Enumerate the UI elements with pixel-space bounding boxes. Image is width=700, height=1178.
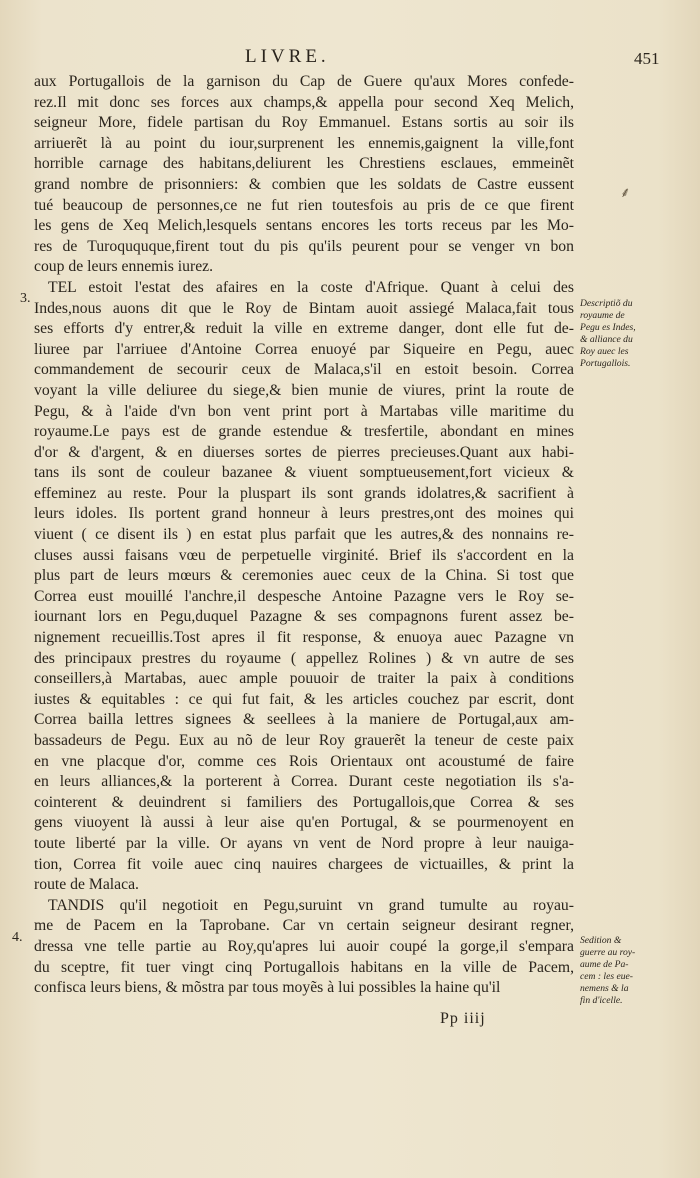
sidenote-line: & alliance du [580, 334, 633, 345]
text-line: dressa vne telle partie au Roy,qu'apres lui auoir coupé la gorge,il s'empara [34, 937, 574, 955]
sidenote-line: aume de Pa- [580, 959, 629, 970]
text-line: commandement de secourir ceux de Malaca,s'il en estoit besoin. Correa [34, 361, 574, 379]
text-line: leurs idoles. Ils portent grand honneur à leurs prestres,ont des moines qui [34, 505, 574, 523]
sidenote-line: fin d'icelle. [580, 995, 623, 1006]
body-text [34, 72, 574, 999]
text-line: Correa bailla lettres signees & seellees à la maniere de Portugal,aux am- [34, 711, 574, 729]
sidenote-line: cem : les eue- [580, 971, 633, 982]
text-line: bassadeurs de Pegu. Eux au nõ de leur Roy grauerẽt la teneur de ceste paix [34, 732, 574, 749]
sidenote-pacem [580, 935, 698, 1007]
folio-number: 451 [634, 49, 660, 68]
text-line: iustes & equitables : ce qui fut fait, & les articles couchez par escrit, dont [34, 690, 574, 708]
text-line: tans ils sont de couleur bazanee & viuent somptueusement,fort vicieux & [34, 464, 574, 482]
text-line: les gens de Xeq Melich,lesquels sentans encores les torts receus par les Mo- [34, 217, 574, 235]
text-line: rez.Il mit donc ses forces aux champs,& appella pour second Xeq Melich, [34, 93, 574, 111]
sidenote-line: royaume de [580, 310, 625, 321]
text-line: route de Malaca. [34, 876, 139, 894]
text-line: liuree par l'arriuee d'Antoine Correa enuoyé par Siqueire en Pegu, auec [34, 340, 574, 358]
text-line: coup de leurs ennemis iurez. [34, 258, 214, 276]
text-line: effeminez au reste. Pour la pluspart ils sont grands idolatres,& sacrifient à [34, 484, 574, 502]
sidenote-line: Pegu es Indes, [580, 322, 636, 333]
text-line: horrible carnage des habitans,deliurent les Chrestiens esclaues, emmeinẽt [34, 155, 574, 173]
text-line: TANDIS qu'il negotioit en Pegu,suruint vn grand tumulte au royau- [48, 896, 574, 914]
sidenote-line: Roy auec les [580, 346, 629, 357]
text-line: iournant lors en Pegu,duquel Pazagne & ses compagnons furent assez be- [34, 608, 574, 626]
margin-mark: ⸙ [620, 186, 631, 201]
text-line: grand nombre de prisonniers: & combien que les soldats de Castre eussent [34, 175, 574, 193]
text-line: viuent ( ce disent ils ) en estat plus parfait que les autres,& des nonnains re- [34, 526, 574, 544]
sidenote-line: Sedition & [580, 935, 622, 946]
text-line: Correa eust mouillé l'anchre,il despesche Antoine Pazagne vers le Roy se- [34, 587, 574, 605]
text-line: en leurs alliances,& la porterent à Correa. Durant ceste negotiation ils s'a- [34, 773, 574, 791]
text-line: gens viuoyent là aussi à leur aise qu'en Portugal, & se pourmenoyent en [34, 814, 574, 832]
text-line: voyant la ville deliuree du siege,& bien munie de viures, print la route de [34, 381, 574, 399]
sidenote-line: nemens & la [580, 983, 629, 994]
paragraph-number-3: 3. [20, 291, 31, 306]
text-line: en vne placque d'or, comme ces Rois Orientaux ont acoustumé de faire [34, 752, 574, 770]
text-line: toute liberté par la ville. Or ayans vn vent de Nord propre à leur nauiga- [34, 834, 574, 852]
text-line: du sceptre, fit tuer vingt cinq Portugallois habitans en la ville de Pacem, [34, 958, 574, 976]
text-line: aux Portugallois de la garnison du Cap de Guere qu'aux Mores confede- [34, 73, 574, 90]
text-line: plus part de leurs mœurs & ceremonies auec ceux de la China. Si tost que [34, 567, 574, 585]
text-line: ses efforts d'y entrer,& reduit la ville en extreme danger, dont elle fut de- [34, 320, 574, 338]
text-line: me de Pacem en la Taprobane. Car vn certain seigneur desirant regner, [34, 917, 574, 935]
running-title: LIVRE. [245, 46, 330, 67]
text-line: royaume.Le pays est de grande estendue & tresfertile, abondant en mines [34, 423, 574, 441]
paragraph-number-4: 4. [12, 930, 23, 945]
sidenote-pegu [580, 298, 698, 370]
text-line: seigneur More, fidele partisan du Roy Emmanuel. Estans sortis au soir ils [34, 114, 574, 132]
text-line: arriuerẽt là au point du iour,surprenent les ennemis,gaignent la ville,font [34, 134, 574, 152]
text-line: des principaux prestres du royaume ( appellez Rolines ) & vn autre de ses [34, 649, 574, 667]
text-line: nignement recueillis.Tost apres il fit response, & enuoya auec Pazagne vn [34, 629, 574, 647]
sidenote-line: guerre au roy- [580, 947, 636, 958]
text-line: cointerent & deuindrent si familiers des Portugallois,que Correa & ses [34, 793, 574, 811]
text-line: tion, Correa fit voile auec cinq nauires chargees de victuailles, & print la [34, 855, 574, 873]
page-header [0, 44, 700, 74]
text-line: res de Turoququque,firent tout du pis qu'ils peurent pour se venger vn bon [34, 237, 574, 255]
text-line: confisca leurs biens, & mõstra par tous moyẽs à lui possibles la haine qu'il [34, 979, 501, 997]
text-line: d'or & d'argent, & en diuerses sortes de pierres precieuses.Quant aux habi- [34, 443, 574, 461]
text-line: cluses aussi faisans vœu de perpetuelle virginité. Brief ils s'accordent en la [34, 546, 574, 564]
text-line: Indes,nous auons dit que le Roy de Bintam auoit assiegé Malaca,fait tous [34, 299, 574, 317]
sidenote-line: Portugallois. [580, 358, 631, 369]
signature-catchline: Pp iiij [440, 1010, 486, 1027]
sidenote-line: Descriptiõ du [580, 298, 633, 309]
text-line: Pegu, & à l'aide d'vn bon vent print port à Martabas ville maritime du [34, 402, 574, 420]
text-line: conseillers,à Martabas, auec ample pouuoir de traiter la paix à conditions [34, 670, 574, 688]
text-line: tué beaucoup de personnes,ce ne fut rien toutesfois au pris de ce que firent [34, 196, 574, 214]
text-line: TEL estoit l'estat des afaires en la coste d'Afrique. Quant à celui des [48, 278, 574, 296]
